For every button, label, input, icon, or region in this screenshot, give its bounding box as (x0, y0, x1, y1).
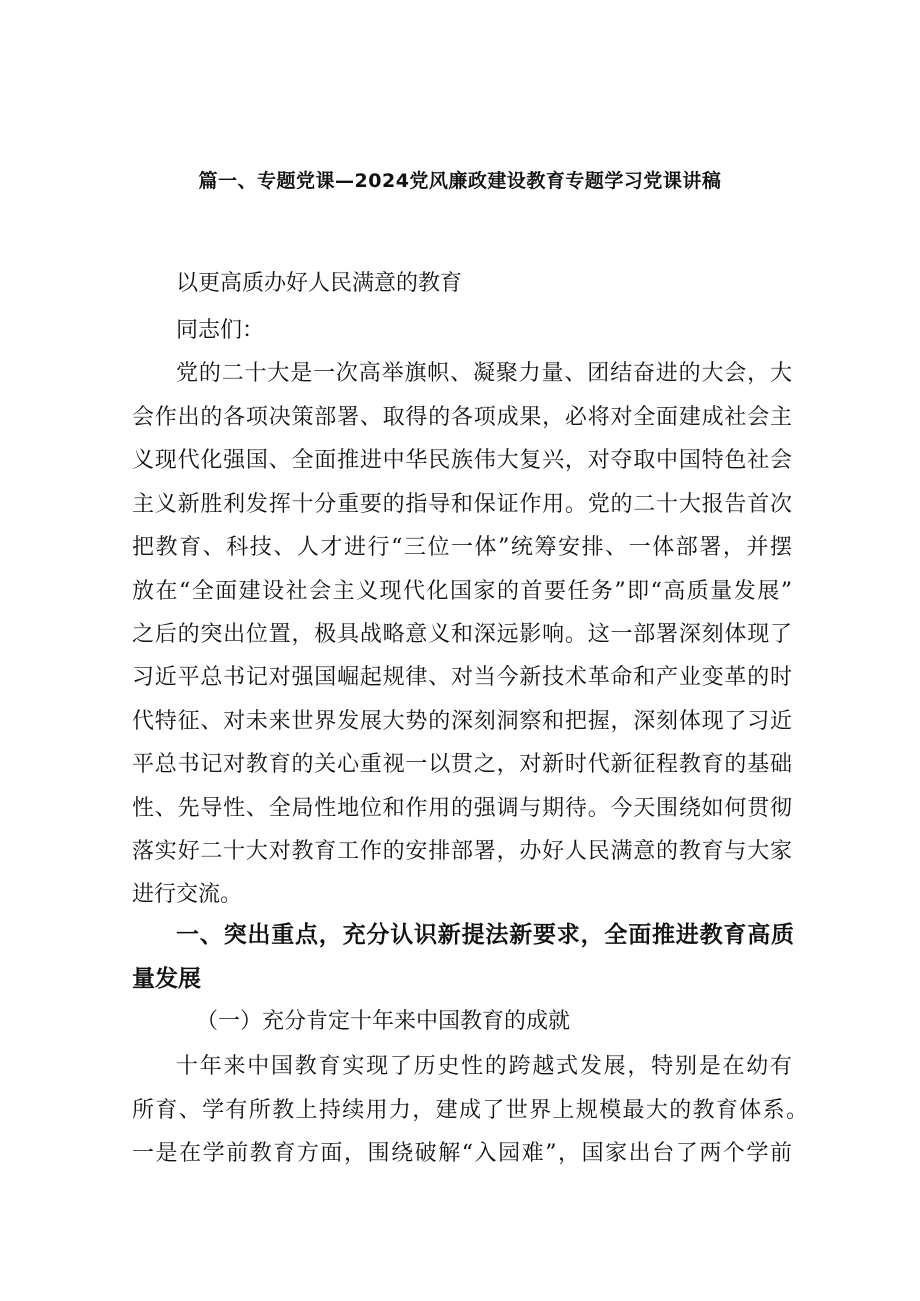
paragraph-line: 十年来中国教育实现了历史性的跨越式发展，特别是在幼有 (176, 1054, 792, 1079)
salutation: 同志们： (176, 318, 265, 343)
document-title: 篇一、专题党课—2024党风廉政建设教育专题学习党课讲稿 (198, 170, 722, 192)
paragraph-line: 进行交流。 (132, 882, 243, 907)
paragraph-line: 放在“全面建设社会主义现代化国家的首要任务”即“高质量发展” (132, 579, 792, 604)
section-heading-line: 一、突出重点，充分认识新提法新要求，全面推进教育高质 (176, 922, 794, 948)
paragraph-line: 党的二十大是一次高举旗帜、凝聚力量、团结奋进的大会，大 (176, 361, 792, 386)
paragraph-line: 代特征、对未来世界发展大势的深刻洞察和把握，深刻体现了习近 (132, 709, 792, 734)
document-subtitle: 以更高质办好人民满意的教育 (176, 271, 463, 296)
section-heading-line: 量发展 (132, 966, 201, 992)
paragraph-line: 所育、学有所教上持续用力，建成了世界上规模最大的教育体系。 (132, 1098, 808, 1123)
paragraph-line: 会作出的各项决策部署、取得的各项成果，必将对全面建成社会主 (132, 405, 792, 430)
subsection-heading: （一）充分肯定十年来中国教育的成就 (196, 1009, 571, 1034)
paragraph-line: 一是在学前教育方面，围绕破解“入园难”，国家出台了两个学前 (132, 1141, 792, 1166)
paragraph-line: 落实好二十大对教育工作的安排部署，办好人民满意的教育与大家 (132, 839, 792, 864)
paragraph-line: 性、先导性、全局性地位和作用的强调与期待。今天围绕如何贯彻 (132, 796, 792, 821)
paragraph-line: 主义新胜利发挥十分重要的指导和保证作用。党的二十大报告首次 (132, 492, 792, 517)
paragraph-line: 义现代化强国、全面推进中华民族伟大复兴，对夺取中国特色社会 (132, 448, 792, 473)
paragraph-line: 之后的突出位置，极具战略意义和深远影响。这一部署深刻体现了 (132, 622, 792, 647)
paragraph-line: 平总书记对教育的关心重视一以贯之，对新时代新征程教育的基础 (132, 752, 792, 777)
paragraph-line: 习近平总书记对强国崛起规律、对当今新技术革命和产业变革的时 (132, 665, 792, 690)
paragraph-line: 把教育、科技、人才进行“三位一体”统筹安排、一体部署，并摆 (132, 535, 792, 560)
